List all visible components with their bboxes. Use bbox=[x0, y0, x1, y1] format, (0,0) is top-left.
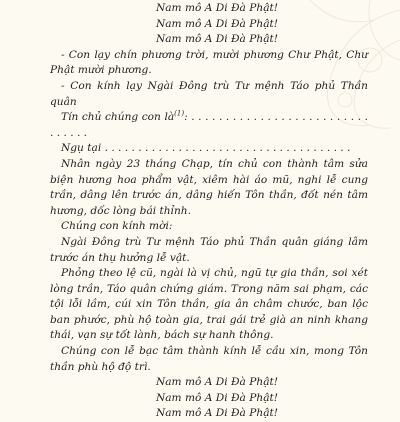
paragraph-invitation: Chúng con kính mời: bbox=[61, 220, 173, 233]
fill-in-name-line bbox=[50, 110, 368, 141]
paragraph-closing: Chúng con lễ bạc tâm thành kính lễ cầu xin, mong Tôn thần phù hộ độ trì. bbox=[50, 345, 368, 373]
paragraph-bow-kitchen-god: - Con kính lạy Ngài Đông trù Tư mệnh Táo phủ Thần quân bbox=[50, 79, 368, 108]
name-label: Tín chủ chúng con là bbox=[61, 111, 175, 124]
chant-line: Nam mô A Di Đà Phật! bbox=[155, 376, 279, 389]
address-label: Ngụ tại bbox=[61, 142, 102, 155]
paragraph-plea: Phỏng theo lệ cũ, ngài là vị chủ, ngũ tự gia thần, soi xét lòng trần, Táo quân chứng giám. Trong năm sai phạm, các tội lỗi lầm, cúi xin Tôn thần, gia ân châm chước, ban lộc ban phước, phù hộ toàn gia, trai gái trẻ già an ninh khang thái, vạn sự tốt lành, bách sự hanh thông. bbox=[50, 267, 368, 342]
chant-line: Nam mô A Di Đà Phật! bbox=[155, 17, 279, 30]
name-blank: : . . . . . . . . . . . . . . . . . . . . . . . . . . . . . . . . bbox=[50, 111, 368, 139]
prayer-text bbox=[50, 1, 368, 422]
paragraph-descend: Ngài Đông trù Tư mệnh Táo phủ Thần quân giáng lâm trước án thụ hưởng lễ vật. bbox=[50, 235, 368, 264]
chant-line: Nam mô A Di Đà Phật! bbox=[155, 2, 279, 14]
paragraph-offering: Nhân ngày 23 tháng Chạp, tín chủ con thành tâm sửa biện hương hoa phẩm vật, xiêm hài áo mũ, nghi lễ cung trần, dâng lên trước án, dâng hiến Tôn thần, đốt nén tâm hương, dốc lòng bái thỉnh. bbox=[50, 157, 368, 217]
chant-line: Nam mô A Di Đà Phật! bbox=[155, 391, 279, 404]
chant-line: Nam mô A Di Đà Phật! bbox=[155, 407, 279, 420]
fill-in-address-line bbox=[50, 141, 368, 157]
address-blank: . . . . . . . . . . . . . . . . . . . . . . . . . . . . . . . . . . . . . bbox=[104, 142, 351, 155]
footnote-marker: (1) bbox=[174, 109, 185, 118]
chant-line: Nam mô A Di Đà Phật! bbox=[155, 33, 279, 46]
paragraph-bow-heavens: - Con lạy chín phương trời, mười phương Chư Phật, Chư Phật mười phương. bbox=[50, 48, 368, 77]
